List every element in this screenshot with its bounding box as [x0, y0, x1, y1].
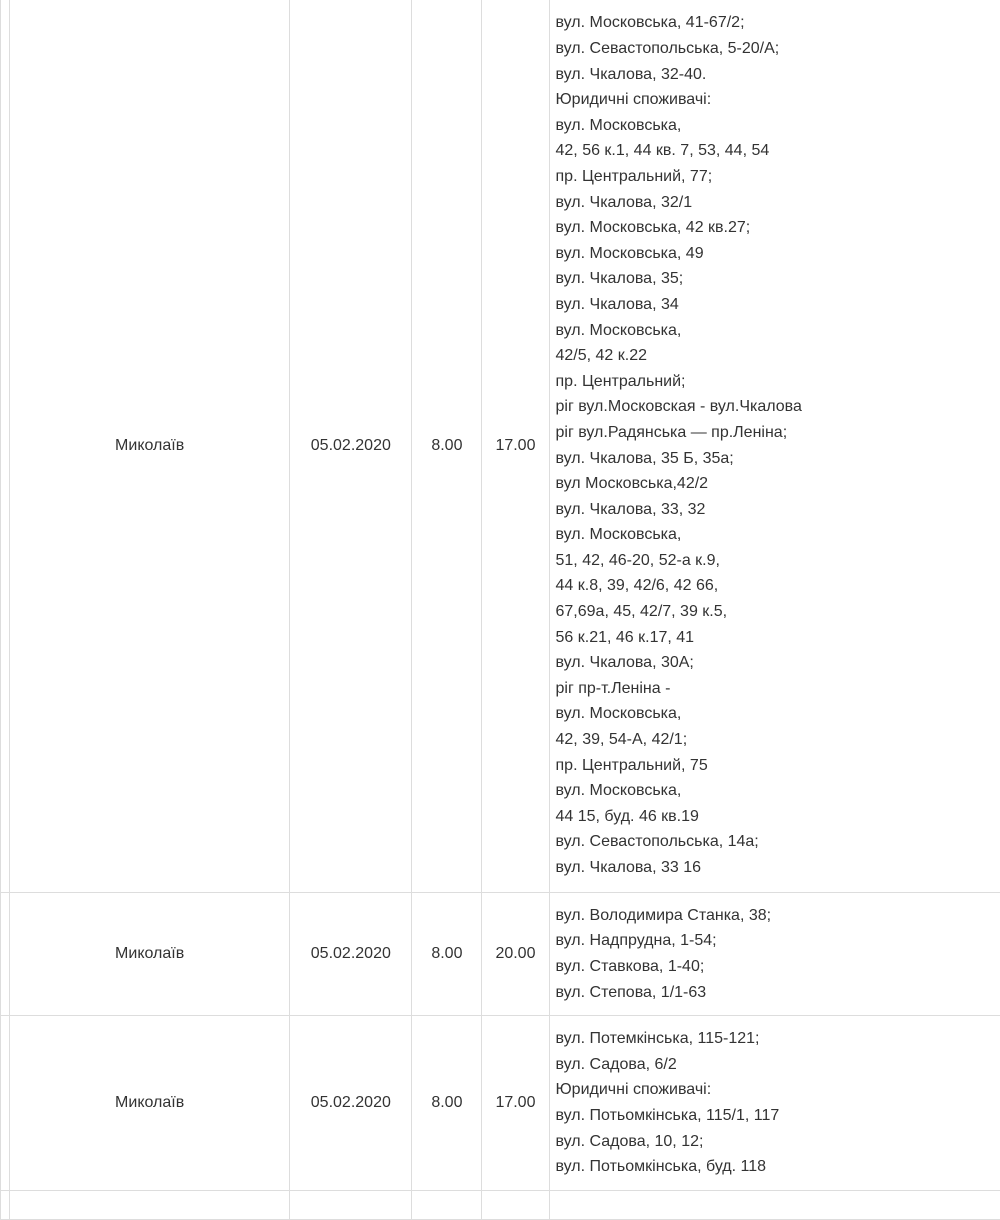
date-cell: 05.02.2020 [290, 1016, 412, 1191]
address-line: вул. Потемкінська, 115-121; [556, 1026, 1000, 1052]
address-line: Юридичні споживачі: [556, 87, 1000, 113]
city-cell: Миколаїв [10, 1016, 290, 1191]
address-line: вул. Ставкова, 1-40; [556, 954, 1000, 980]
address-line: вул. Садова, 10, 12; [556, 1129, 1000, 1155]
address-line: 42, 56 к.1, 44 кв. 7, 53, 44, 54 [556, 138, 1000, 164]
addresses-cell [549, 893, 1000, 1016]
address-line: ріг вул.Радянська — пр.Леніна; [556, 420, 1000, 446]
addresses-cell [549, 1016, 1000, 1191]
start-time-cell: 8.00 [412, 893, 482, 1016]
address-line: вул. Чкалова, 34 [556, 292, 1000, 318]
address-line: 51, 42, 46-20, 52-а к.9, [556, 548, 1000, 574]
address-line: 42/5, 42 к.22 [556, 343, 1000, 369]
row-number-cell [1, 1016, 10, 1191]
date-cell [290, 1191, 412, 1220]
address-line: вул. Чкалова, 33, 32 [556, 497, 1000, 523]
address-line: вул. Надпрудна, 1-54; [556, 928, 1000, 954]
city-cell [10, 1191, 290, 1220]
row-number-cell [1, 893, 10, 1016]
address-line: вул. Садова, 6/2 [556, 1052, 1000, 1078]
address-line: 56 к.21, 46 к.17, 41 [556, 625, 1000, 651]
address-line: пр. Центральний, 75 [556, 753, 1000, 779]
address-line: вул. Потьомкінська, 115/1, 117 [556, 1103, 1000, 1129]
table-row [1, 893, 1000, 1016]
end-time-cell: 20.00 [482, 893, 549, 1016]
address-line: вул. Чкалова, 33 16 [556, 855, 1000, 881]
address-line: вул. Московська, 42 кв.27; [556, 215, 1000, 241]
date-cell: 05.02.2020 [290, 0, 412, 893]
start-time-cell: 8.00 [412, 0, 482, 893]
address-line: вул. Московська, [556, 318, 1000, 344]
table-row [1, 0, 1000, 893]
address-line: ріг пр-т.Леніна - [556, 676, 1000, 702]
address-line: вул. Чкалова, 32-40. [556, 62, 1000, 88]
addresses-cell [549, 0, 1000, 893]
address-line: пр. Центральний, 77; [556, 164, 1000, 190]
address-line: вул. Московська, [556, 778, 1000, 804]
end-time-cell: 17.00 [482, 0, 549, 893]
row-number-cell [1, 1191, 10, 1220]
address-line: вул. Московська, 41-67/2; [556, 10, 1000, 36]
address-line: вул. Московська, [556, 701, 1000, 727]
addresses-cell [549, 1191, 1000, 1220]
address-line: вул. Чкалова, 30А; [556, 650, 1000, 676]
row-number-cell [1, 0, 10, 893]
address-line: вул. Московська, [556, 522, 1000, 548]
table-row [1, 1016, 1000, 1191]
address-line: 44 15, буд. 46 кв.19 [556, 804, 1000, 830]
address-line: вул Московська,42/2 [556, 471, 1000, 497]
address-line: 67,69а, 45, 42/7, 39 к.5, [556, 599, 1000, 625]
address-line: пр. Центральний; [556, 369, 1000, 395]
end-time-cell [482, 1191, 549, 1220]
address-line: вул. Севастопольська, 5-20/А; [556, 36, 1000, 62]
end-time-cell: 17.00 [482, 1016, 549, 1191]
address-line: вул. Потьомкінська, буд. 118 [556, 1154, 1000, 1180]
address-line: вул. Володимира Станка, 38; [556, 903, 1000, 929]
address-line: вул. Чкалова, 32/1 [556, 190, 1000, 216]
address-line: вул. Степова, 1/1-63 [556, 980, 1000, 1006]
address-line: 44 к.8, 39, 42/6, 42 66, [556, 573, 1000, 599]
table-row [1, 1191, 1000, 1220]
address-line: вул. Севастопольська, 14а; [556, 829, 1000, 855]
date-cell: 05.02.2020 [290, 893, 412, 1016]
start-time-cell [412, 1191, 482, 1220]
address-line: вул. Чкалова, 35; [556, 266, 1000, 292]
city-cell: Миколаїв [10, 893, 290, 1016]
address-line: 42, 39, 54-А, 42/1; [556, 727, 1000, 753]
city-cell: Миколаїв [10, 0, 290, 893]
address-line: вул. Чкалова, 35 Б, 35а; [556, 446, 1000, 472]
address-line: Юридичні споживачі: [556, 1077, 1000, 1103]
address-line: вул. Московська, 49 [556, 241, 1000, 267]
start-time-cell: 8.00 [412, 1016, 482, 1191]
address-line: вул. Московська, [556, 113, 1000, 139]
address-line: ріг вул.Московская - вул.Чкалова [556, 394, 1000, 420]
